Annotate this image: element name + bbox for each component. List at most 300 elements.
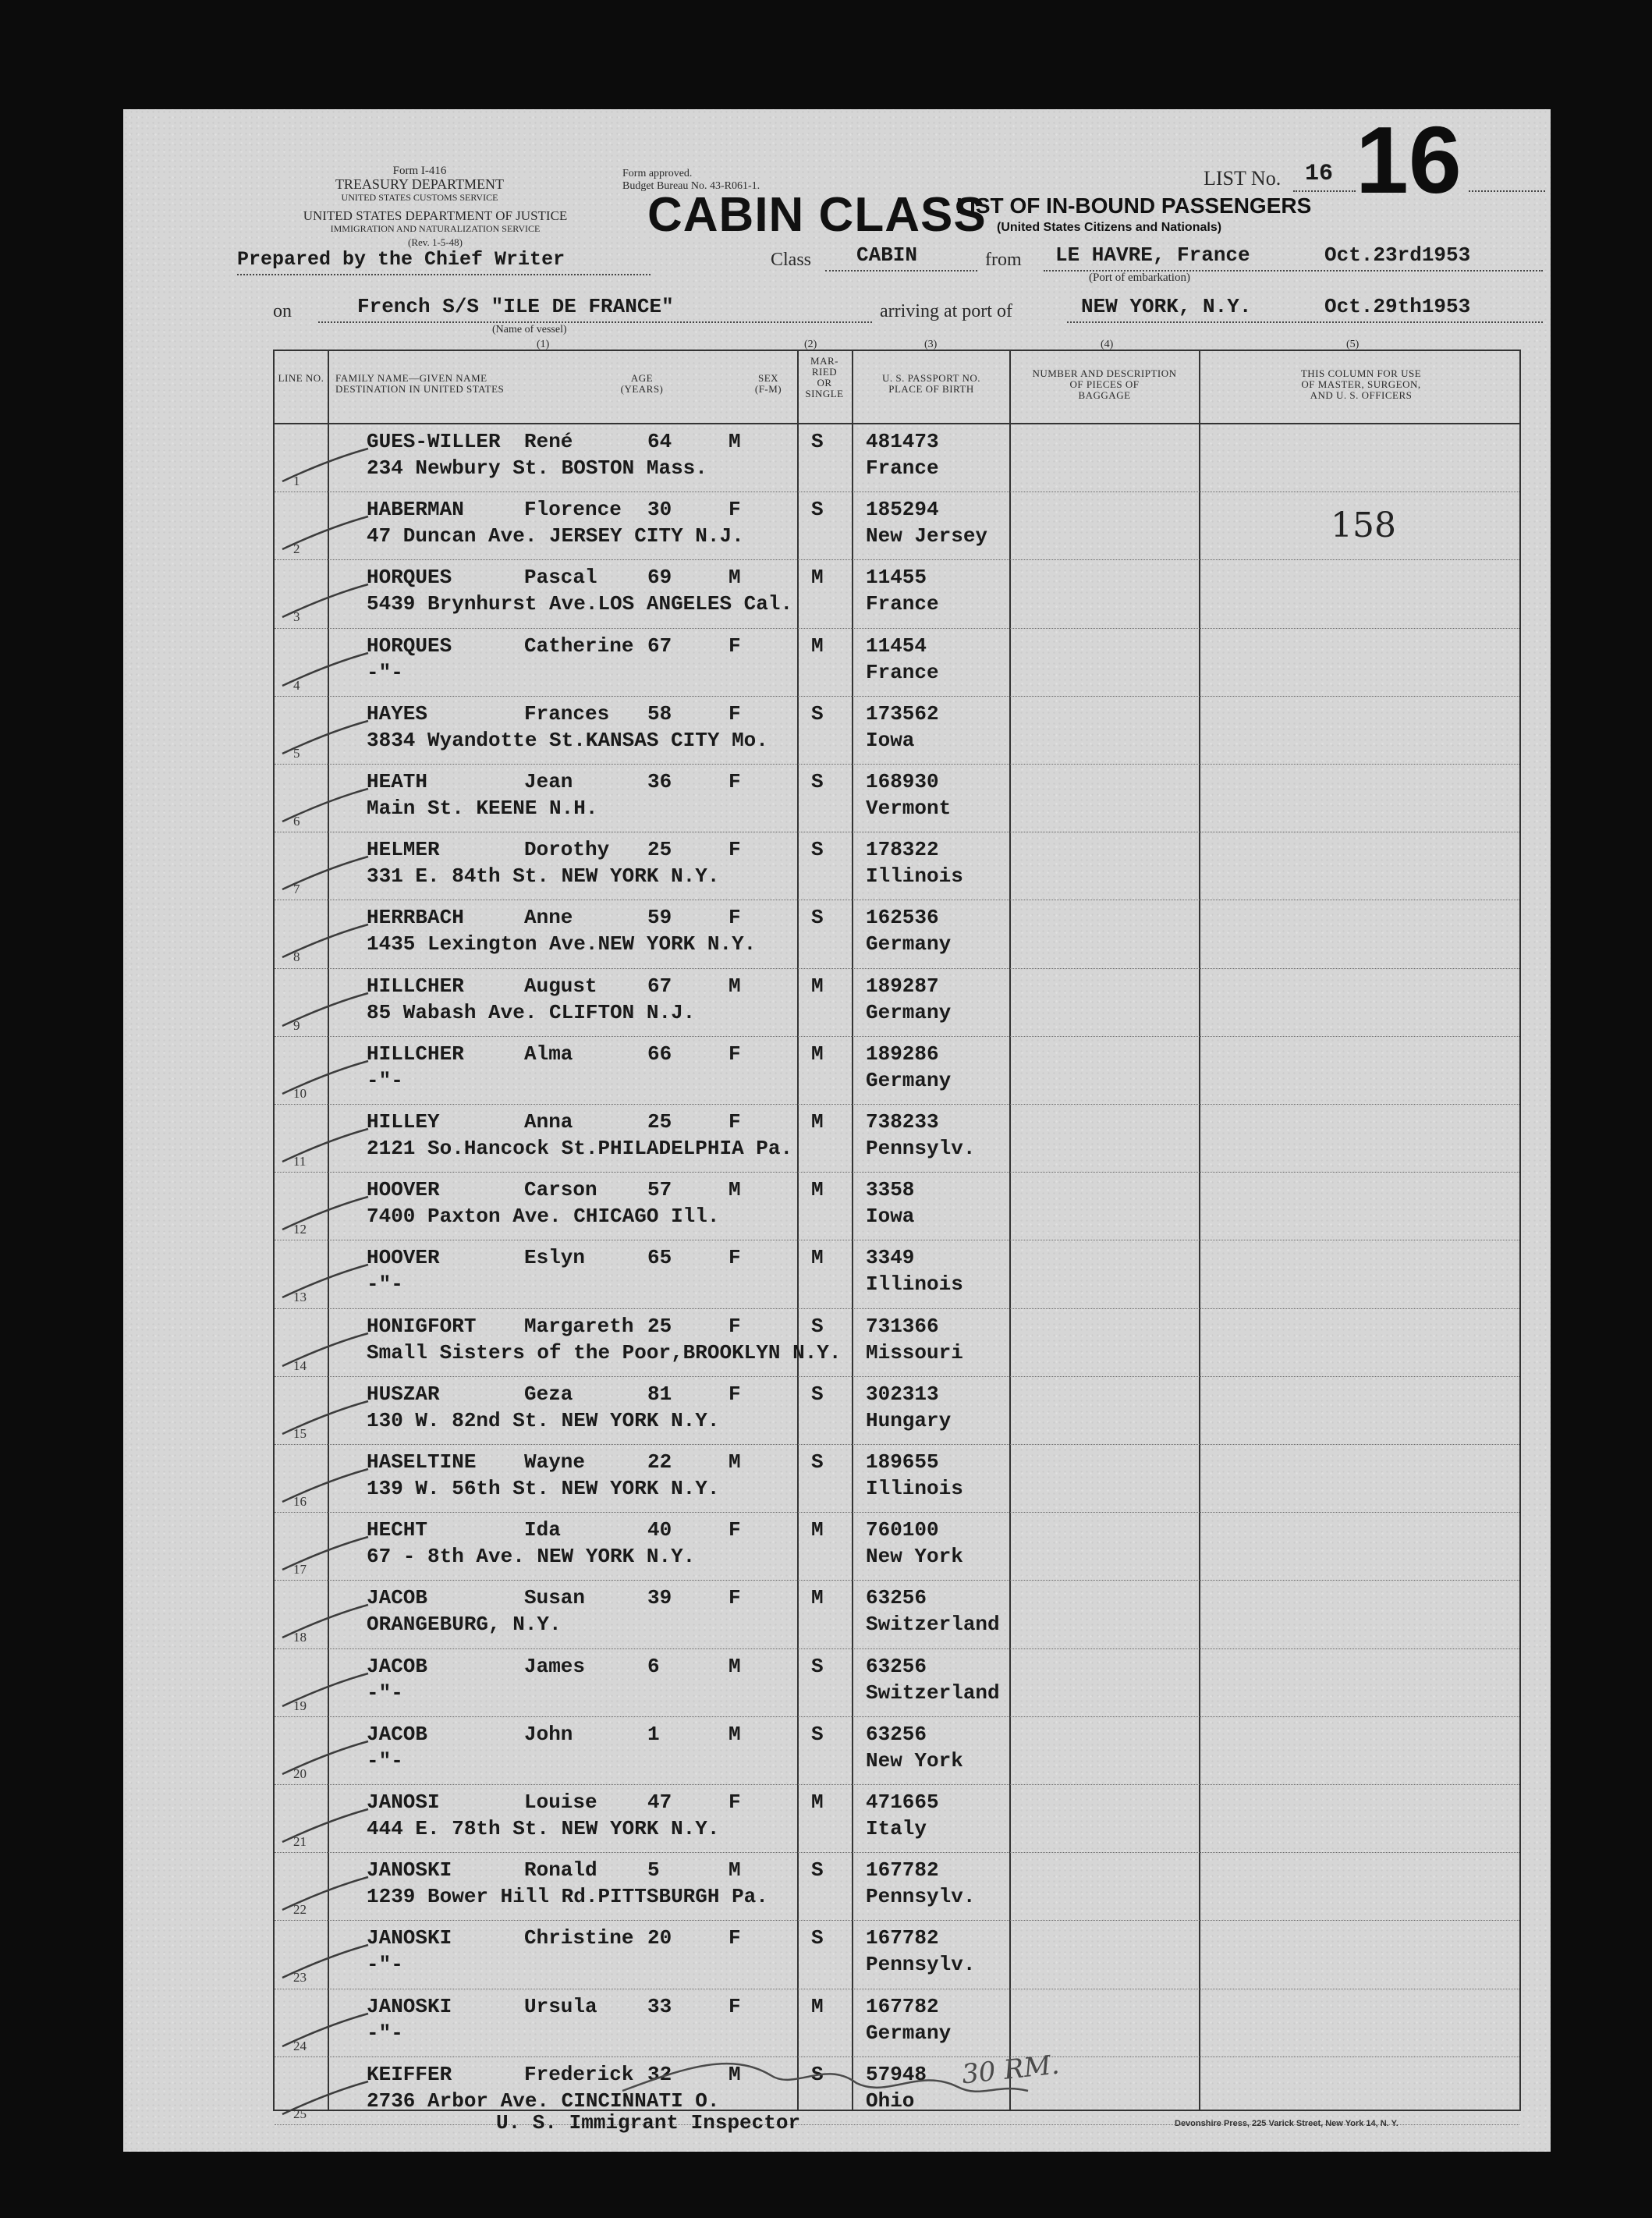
passenger-row xyxy=(275,1989,1523,2057)
revision-date: (Rev. 1-5-48) xyxy=(408,236,463,248)
place-of-birth: Illinois xyxy=(866,1477,963,1500)
check-mark xyxy=(278,1194,371,1233)
place-of-birth: France xyxy=(866,660,939,684)
sex: F xyxy=(729,1926,741,1950)
class-label: Class xyxy=(771,250,812,270)
column-number: (5) xyxy=(1346,339,1360,350)
column-number: (3) xyxy=(924,339,938,350)
passenger-row xyxy=(275,1240,1523,1308)
age: 58 xyxy=(647,701,672,726)
department-of-justice xyxy=(248,209,622,249)
age: 59 xyxy=(647,906,672,930)
handwritten-note: 30 RM. xyxy=(960,2049,1062,2091)
marital-status: S xyxy=(811,770,824,793)
place-of-birth: Illinois xyxy=(866,1272,963,1297)
destination: Small Sisters of the Poor,BROOKLYN N.Y. xyxy=(367,1340,842,1365)
given-name: Catherine xyxy=(524,633,634,658)
sex: M xyxy=(729,430,741,453)
customs-service: UNITED STATES CUSTOMS SERVICE xyxy=(341,192,498,203)
sex: F xyxy=(729,838,741,862)
given-name: Anna xyxy=(524,1110,573,1134)
age: 69 xyxy=(647,566,672,590)
age: 40 xyxy=(647,1518,672,1542)
age: 39 xyxy=(647,1586,672,1610)
passenger-row xyxy=(275,1784,1523,1852)
place-of-birth: New York xyxy=(866,1545,963,1569)
age: 67 xyxy=(647,974,672,998)
line-number: 2 xyxy=(293,541,300,557)
passenger-row xyxy=(275,628,1523,696)
age: 32 xyxy=(647,2062,672,2086)
destination: ORANGEBURG, N.Y. xyxy=(367,1613,562,1637)
line-number: 14 xyxy=(293,1357,307,1373)
passport-number: 760100 xyxy=(866,1518,939,1542)
check-mark xyxy=(278,1126,371,1165)
budget-bureau-line: Budget Bureau No. 43-R061-1. xyxy=(622,180,760,192)
form-identifier xyxy=(303,165,537,204)
check-mark xyxy=(278,853,371,893)
check-mark xyxy=(278,1670,371,1709)
line-number: 4 xyxy=(293,677,300,693)
age: 57 xyxy=(647,1178,672,1202)
place-of-birth: Missouri xyxy=(866,1340,963,1365)
age: 66 xyxy=(647,1042,672,1066)
family-name: HELMER xyxy=(367,838,440,862)
line-number: 15 xyxy=(293,1425,307,1441)
passport-number: 167782 xyxy=(866,1994,939,2018)
sex: M xyxy=(729,2062,741,2086)
family-name: HASELTINE xyxy=(367,1450,477,1474)
line-number: 12 xyxy=(293,1222,307,1237)
destination: 85 Wabash Ave. CLIFTON N.J. xyxy=(367,1000,696,1024)
line-number: 22 xyxy=(293,1902,307,1918)
line-number: 9 xyxy=(293,1017,300,1033)
arrival-rule xyxy=(1067,321,1543,323)
given-name: James xyxy=(524,1654,586,1678)
given-name: August xyxy=(524,974,597,998)
vessel-name: French S/S "ILE DE FRANCE" xyxy=(357,295,674,318)
age: 36 xyxy=(647,770,672,793)
sex: F xyxy=(729,498,741,522)
printer-imprint: Devonshire Press, 225 Varick Street, New York 14, N. Y. xyxy=(1175,2119,1399,2128)
passenger-row xyxy=(275,1580,1523,1648)
passport-number: 11455 xyxy=(866,566,927,590)
passport-number: 189287 xyxy=(866,974,939,998)
given-name: Jean xyxy=(524,770,573,793)
sex: M xyxy=(729,1722,741,1746)
marital-status: M xyxy=(811,1110,824,1134)
list-number-value: 16 xyxy=(1305,161,1334,187)
passport-number: 168930 xyxy=(866,770,939,793)
destination: 3834 Wyandotte St.KANSAS CITY Mo. xyxy=(367,728,768,752)
place-of-birth: New York xyxy=(866,1748,963,1773)
passport-number: 738233 xyxy=(866,1110,939,1134)
check-mark xyxy=(278,921,371,960)
age: 67 xyxy=(647,633,672,658)
passport-number: 57948 xyxy=(866,2062,927,2086)
passport-number: 162536 xyxy=(866,906,939,930)
line-number: 7 xyxy=(293,882,300,897)
check-mark xyxy=(278,1534,371,1573)
column-number: (2) xyxy=(804,339,817,350)
prepared-by: Prepared by the Chief Writer xyxy=(237,248,565,271)
col-header-baggage: NUMBER AND DESCRIPTION OF PIECES OF BAGGAGE xyxy=(1032,367,1177,401)
check-mark xyxy=(278,1602,371,1641)
place-of-birth: Illinois xyxy=(866,864,963,889)
check-mark xyxy=(278,1330,371,1369)
marital-status: S xyxy=(811,1314,824,1338)
sex: F xyxy=(729,1246,741,1270)
col-header-married: MAR- RIED OR SINGLE xyxy=(805,355,844,399)
line-number: 8 xyxy=(293,949,300,965)
family-name: JACOB xyxy=(367,1586,428,1610)
passenger-row xyxy=(275,968,1523,1036)
marital-status: S xyxy=(811,1858,824,1883)
arrival-date: Oct.29th1953 xyxy=(1324,295,1471,318)
given-name: Ursula xyxy=(524,1994,597,2018)
marital-status: S xyxy=(811,1654,824,1678)
family-name: HERRBACH xyxy=(367,906,464,930)
marital-status: M xyxy=(811,1246,824,1270)
family-name: JANOSKI xyxy=(367,1994,452,2018)
sex: F xyxy=(729,1110,741,1134)
passport-number: 481473 xyxy=(866,430,939,453)
sex: F xyxy=(729,1382,741,1406)
destination: 444 E. 78th St. NEW YORK N.Y. xyxy=(367,1817,720,1840)
col-header-officers: THIS COLUMN FOR USE OF MASTER, SURGEON, AND U. S. OFFICERS xyxy=(1300,367,1422,401)
destination: 47 Duncan Ave. JERSEY CITY N.J. xyxy=(367,524,744,548)
marital-status: S xyxy=(811,1722,824,1746)
sex: M xyxy=(729,974,741,998)
column-number: (4) xyxy=(1101,339,1114,350)
destination: 139 W. 56th St. NEW YORK N.Y. xyxy=(367,1477,720,1500)
passenger-row xyxy=(275,1104,1523,1172)
passport-number: 63256 xyxy=(866,1586,927,1610)
form-number: Form I-416 xyxy=(392,165,447,177)
passenger-row xyxy=(275,424,1523,492)
line-number: 6 xyxy=(293,814,300,829)
family-name: JANOSKI xyxy=(367,1926,452,1950)
marital-status: M xyxy=(811,1790,824,1814)
line-number: 25 xyxy=(293,2106,307,2121)
destination: 1239 Bower Hill Rd.PITTSBURGH Pa. xyxy=(367,1885,768,1909)
sex: F xyxy=(729,1586,741,1610)
family-name: HOOVER xyxy=(367,1246,440,1270)
passenger-row xyxy=(275,559,1523,627)
passenger-row xyxy=(275,1512,1523,1580)
line-number: 17 xyxy=(293,1562,307,1577)
marital-status: S xyxy=(811,1382,824,1406)
approved-line: Form approved. xyxy=(622,168,693,179)
age: 65 xyxy=(647,1246,672,1270)
family-name: HILLCHER xyxy=(367,1042,464,1066)
check-mark xyxy=(278,1806,371,1845)
passenger-row xyxy=(275,696,1523,764)
check-mark xyxy=(278,1058,371,1097)
sex: F xyxy=(729,1994,741,2018)
age: 30 xyxy=(647,498,672,522)
destination: 130 W. 82nd St. NEW YORK N.Y. xyxy=(367,1408,720,1432)
col-header-line: LINE NO. xyxy=(278,372,324,384)
place-of-birth: France xyxy=(866,456,939,480)
passport-number: 63256 xyxy=(866,1654,927,1678)
destination: 7400 Paxton Ave. CHICAGO Ill. xyxy=(367,1205,720,1229)
class-value: CABIN xyxy=(856,243,918,267)
marital-status: M xyxy=(811,566,824,590)
passenger-row xyxy=(275,1444,1523,1512)
column-number: (1) xyxy=(537,339,550,350)
destination: 1435 Lexington Ave.NEW YORK N.Y. xyxy=(367,932,757,956)
sex: M xyxy=(729,1654,741,1678)
passenger-row xyxy=(275,1172,1523,1240)
passenger-row xyxy=(275,764,1523,832)
marital-status: S xyxy=(811,1450,824,1474)
place-of-birth: New Jersey xyxy=(866,524,988,548)
passport-number: 189655 xyxy=(866,1450,939,1474)
passport-number: 167782 xyxy=(866,1858,939,1883)
sex: M xyxy=(729,1450,741,1474)
place-of-birth: Italy xyxy=(866,1817,927,1840)
given-name: Susan xyxy=(524,1586,586,1610)
place-of-birth: France xyxy=(866,592,939,616)
check-mark xyxy=(278,1942,371,1981)
given-name: Eslyn xyxy=(524,1246,586,1270)
class-rule xyxy=(825,270,977,271)
marital-status: S xyxy=(811,701,824,726)
passport-number: 189286 xyxy=(866,1042,939,1066)
from-label: from xyxy=(985,250,1022,270)
immigrant-inspector: U. S. Immigrant Inspector xyxy=(496,2111,801,2135)
place-of-birth: Iowa xyxy=(866,728,915,752)
given-name: Florence xyxy=(524,498,622,522)
place-of-birth: Germany xyxy=(866,1000,952,1024)
check-mark xyxy=(278,650,371,689)
passport-number: 3358 xyxy=(866,1178,915,1202)
given-name: Geza xyxy=(524,1382,573,1406)
family-name: HUSZAR xyxy=(367,1382,440,1406)
passenger-row xyxy=(275,1648,1523,1716)
given-name: Alma xyxy=(524,1042,573,1066)
place-of-birth: Pennsylv. xyxy=(866,1953,976,1977)
destination: 331 E. 84th St. NEW YORK N.Y. xyxy=(367,864,720,889)
marital-status: S xyxy=(811,430,824,453)
given-name: Frances xyxy=(524,701,610,726)
marital-status: M xyxy=(811,1994,824,2018)
family-name: HORQUES xyxy=(367,633,452,658)
vessel-rule xyxy=(318,321,872,323)
given-name: Pascal xyxy=(524,566,597,590)
passport-number: 471665 xyxy=(866,1790,939,1814)
place-of-birth: Hungary xyxy=(866,1408,952,1432)
line-number: 23 xyxy=(293,1970,307,1986)
line-number: 11 xyxy=(293,1154,307,1169)
officer-stamp: 158 xyxy=(1331,506,1396,545)
line-number: 16 xyxy=(293,1494,307,1509)
passport-number: 167782 xyxy=(866,1926,939,1950)
sex: F xyxy=(729,906,741,930)
sex: M xyxy=(729,1178,741,1202)
line-number: 21 xyxy=(293,1834,307,1849)
passport-number: 731366 xyxy=(866,1314,939,1338)
line-number: 20 xyxy=(293,1766,307,1781)
place-of-birth: Switzerland xyxy=(866,1613,1000,1637)
age: 47 xyxy=(647,1790,672,1814)
passenger-row xyxy=(275,1036,1523,1104)
embarkation-note: (Port of embarkation) xyxy=(1089,271,1190,284)
marital-status: M xyxy=(811,1518,824,1542)
family-name: JACOB xyxy=(367,1654,428,1678)
place-of-birth: Pennsylv. xyxy=(866,1885,976,1909)
marital-status: M xyxy=(811,1042,824,1066)
family-name: JANOSI xyxy=(367,1790,440,1814)
destination: Main St. KEENE N.H. xyxy=(367,797,598,820)
list-number-label: LIST No. xyxy=(1204,167,1282,190)
line-number: 18 xyxy=(293,1630,307,1645)
line-number: 19 xyxy=(293,1698,307,1713)
destination: 234 Newbury St. BOSTON Mass. xyxy=(367,456,707,480)
passenger-row xyxy=(275,1852,1523,1920)
list-number-rule xyxy=(1293,190,1356,192)
destination: -"- xyxy=(367,1272,403,1297)
departure-date: Oct.23rd1953 xyxy=(1324,243,1471,267)
destination: -"- xyxy=(367,1680,403,1705)
sex: F xyxy=(729,1042,741,1066)
passport-number: 173562 xyxy=(866,701,939,726)
sex: F xyxy=(729,770,741,793)
place-of-birth: Vermont xyxy=(866,797,952,820)
marital-status: S xyxy=(811,838,824,862)
family-name: HECHT xyxy=(367,1518,428,1542)
place-of-birth: Germany xyxy=(866,1068,952,1092)
given-name: Dorothy xyxy=(524,838,610,862)
destination: -"- xyxy=(367,1953,403,1977)
sex: M xyxy=(729,1858,741,1883)
check-mark xyxy=(278,1262,371,1301)
arrival-port: NEW YORK, N.Y. xyxy=(1081,295,1252,318)
passport-number: 185294 xyxy=(866,498,939,522)
age: 20 xyxy=(647,1926,672,1950)
family-name: HAYES xyxy=(367,701,428,726)
vessel-note: (Name of vessel) xyxy=(492,324,567,335)
given-name: Margareth xyxy=(524,1314,634,1338)
marital-status: M xyxy=(811,1586,824,1610)
given-name: René xyxy=(524,430,573,453)
check-mark xyxy=(278,1398,371,1437)
given-name: Louise xyxy=(524,1790,597,1814)
col-header-passport: U. S. PASSPORT NO. PLACE OF BIRTH xyxy=(882,372,980,395)
destination: 67 - 8th Ave. NEW YORK N.Y. xyxy=(367,1545,696,1569)
family-name: HONIGFORT xyxy=(367,1314,477,1338)
destination: -"- xyxy=(367,1068,403,1092)
on-label: on xyxy=(273,301,292,321)
passport-number: 11454 xyxy=(866,633,927,658)
line-number: 24 xyxy=(293,2038,307,2053)
line-number: 1 xyxy=(293,474,300,488)
line-number: 10 xyxy=(293,1085,307,1101)
destination: -"- xyxy=(367,1748,403,1773)
check-mark xyxy=(278,990,371,1029)
col-header-age: AGE (YEARS) xyxy=(620,372,664,395)
passenger-table xyxy=(273,350,1521,2121)
age: 1 xyxy=(647,1722,660,1746)
check-mark xyxy=(278,718,371,757)
given-name: John xyxy=(524,1722,573,1746)
family-name: KEIFFER xyxy=(367,2062,452,2086)
list-subtitle: (United States Citizens and Nationals) xyxy=(997,221,1222,234)
passport-number: 302313 xyxy=(866,1382,939,1406)
col-header-name: FAMILY NAME—GIVEN NAME DESTINATION IN UNITED STATES xyxy=(335,372,505,395)
place-of-birth: Pennsylv. xyxy=(866,1137,976,1160)
destination: -"- xyxy=(367,660,403,684)
given-name: Frederick xyxy=(524,2062,634,2086)
treasury-department: TREASURY DEPARTMENT xyxy=(335,176,505,192)
place-of-birth: Germany xyxy=(866,932,952,956)
age: 25 xyxy=(647,1314,672,1338)
line-number: 13 xyxy=(293,1290,307,1305)
check-mark xyxy=(278,786,371,825)
passenger-row xyxy=(275,1716,1523,1784)
family-name: HILLCHER xyxy=(367,974,464,998)
check-mark xyxy=(278,513,371,552)
given-name: Ida xyxy=(524,1518,561,1542)
destination: 2736 Arbor Ave. CINCINNATI O. xyxy=(367,2088,720,2113)
place-of-birth: Ohio xyxy=(866,2088,915,2113)
sex: M xyxy=(729,566,741,590)
given-name: Ronald xyxy=(524,1858,597,1883)
sex: F xyxy=(729,633,741,658)
sex: F xyxy=(729,1314,741,1338)
age: 33 xyxy=(647,1994,672,2018)
marital-status: M xyxy=(811,1178,824,1202)
doj-name: UNITED STATES DEPARTMENT OF JUSTICE xyxy=(303,208,568,223)
passenger-row xyxy=(275,1920,1523,1988)
destination: -"- xyxy=(367,2021,403,2045)
destination: 5439 Brynhurst Ave.LOS ANGELES Cal. xyxy=(367,592,793,616)
sex: F xyxy=(729,701,741,726)
family-name: JACOB xyxy=(367,1722,428,1746)
age: 22 xyxy=(647,1450,672,1474)
port-of-embarkation: LE HAVRE, France xyxy=(1055,243,1250,267)
list-title: LIST OF IN-BOUND PASSENGERS xyxy=(956,193,1312,218)
arriving-label: arriving at port of xyxy=(880,301,1012,321)
check-mark xyxy=(278,445,371,484)
family-name: HEATH xyxy=(367,770,428,793)
family-name: HORQUES xyxy=(367,566,452,590)
passport-number: 178322 xyxy=(866,838,939,862)
age: 6 xyxy=(647,1654,660,1678)
passport-number: 63256 xyxy=(866,1722,927,1746)
marital-status: S xyxy=(811,498,824,522)
family-name: JANOSKI xyxy=(367,1858,452,1883)
family-name: GUES-WILLER xyxy=(367,430,501,453)
given-name: Anne xyxy=(524,906,573,930)
class-title: CABIN CLASS xyxy=(647,188,987,242)
marital-status: S xyxy=(811,2062,824,2086)
passenger-row xyxy=(275,2057,1523,2124)
age: 5 xyxy=(647,1858,660,1883)
col-header-sex: SEX (F-M) xyxy=(754,372,782,395)
line-number: 3 xyxy=(293,609,300,625)
age: 81 xyxy=(647,1382,672,1406)
given-name: Carson xyxy=(524,1178,597,1202)
line-number: 5 xyxy=(293,745,300,761)
check-mark xyxy=(278,1738,371,1777)
place-of-birth: Germany xyxy=(866,2021,952,2045)
family-name: HOOVER xyxy=(367,1178,440,1202)
check-mark xyxy=(278,1466,371,1505)
marital-status: M xyxy=(811,974,824,998)
passenger-row xyxy=(275,1376,1523,1444)
